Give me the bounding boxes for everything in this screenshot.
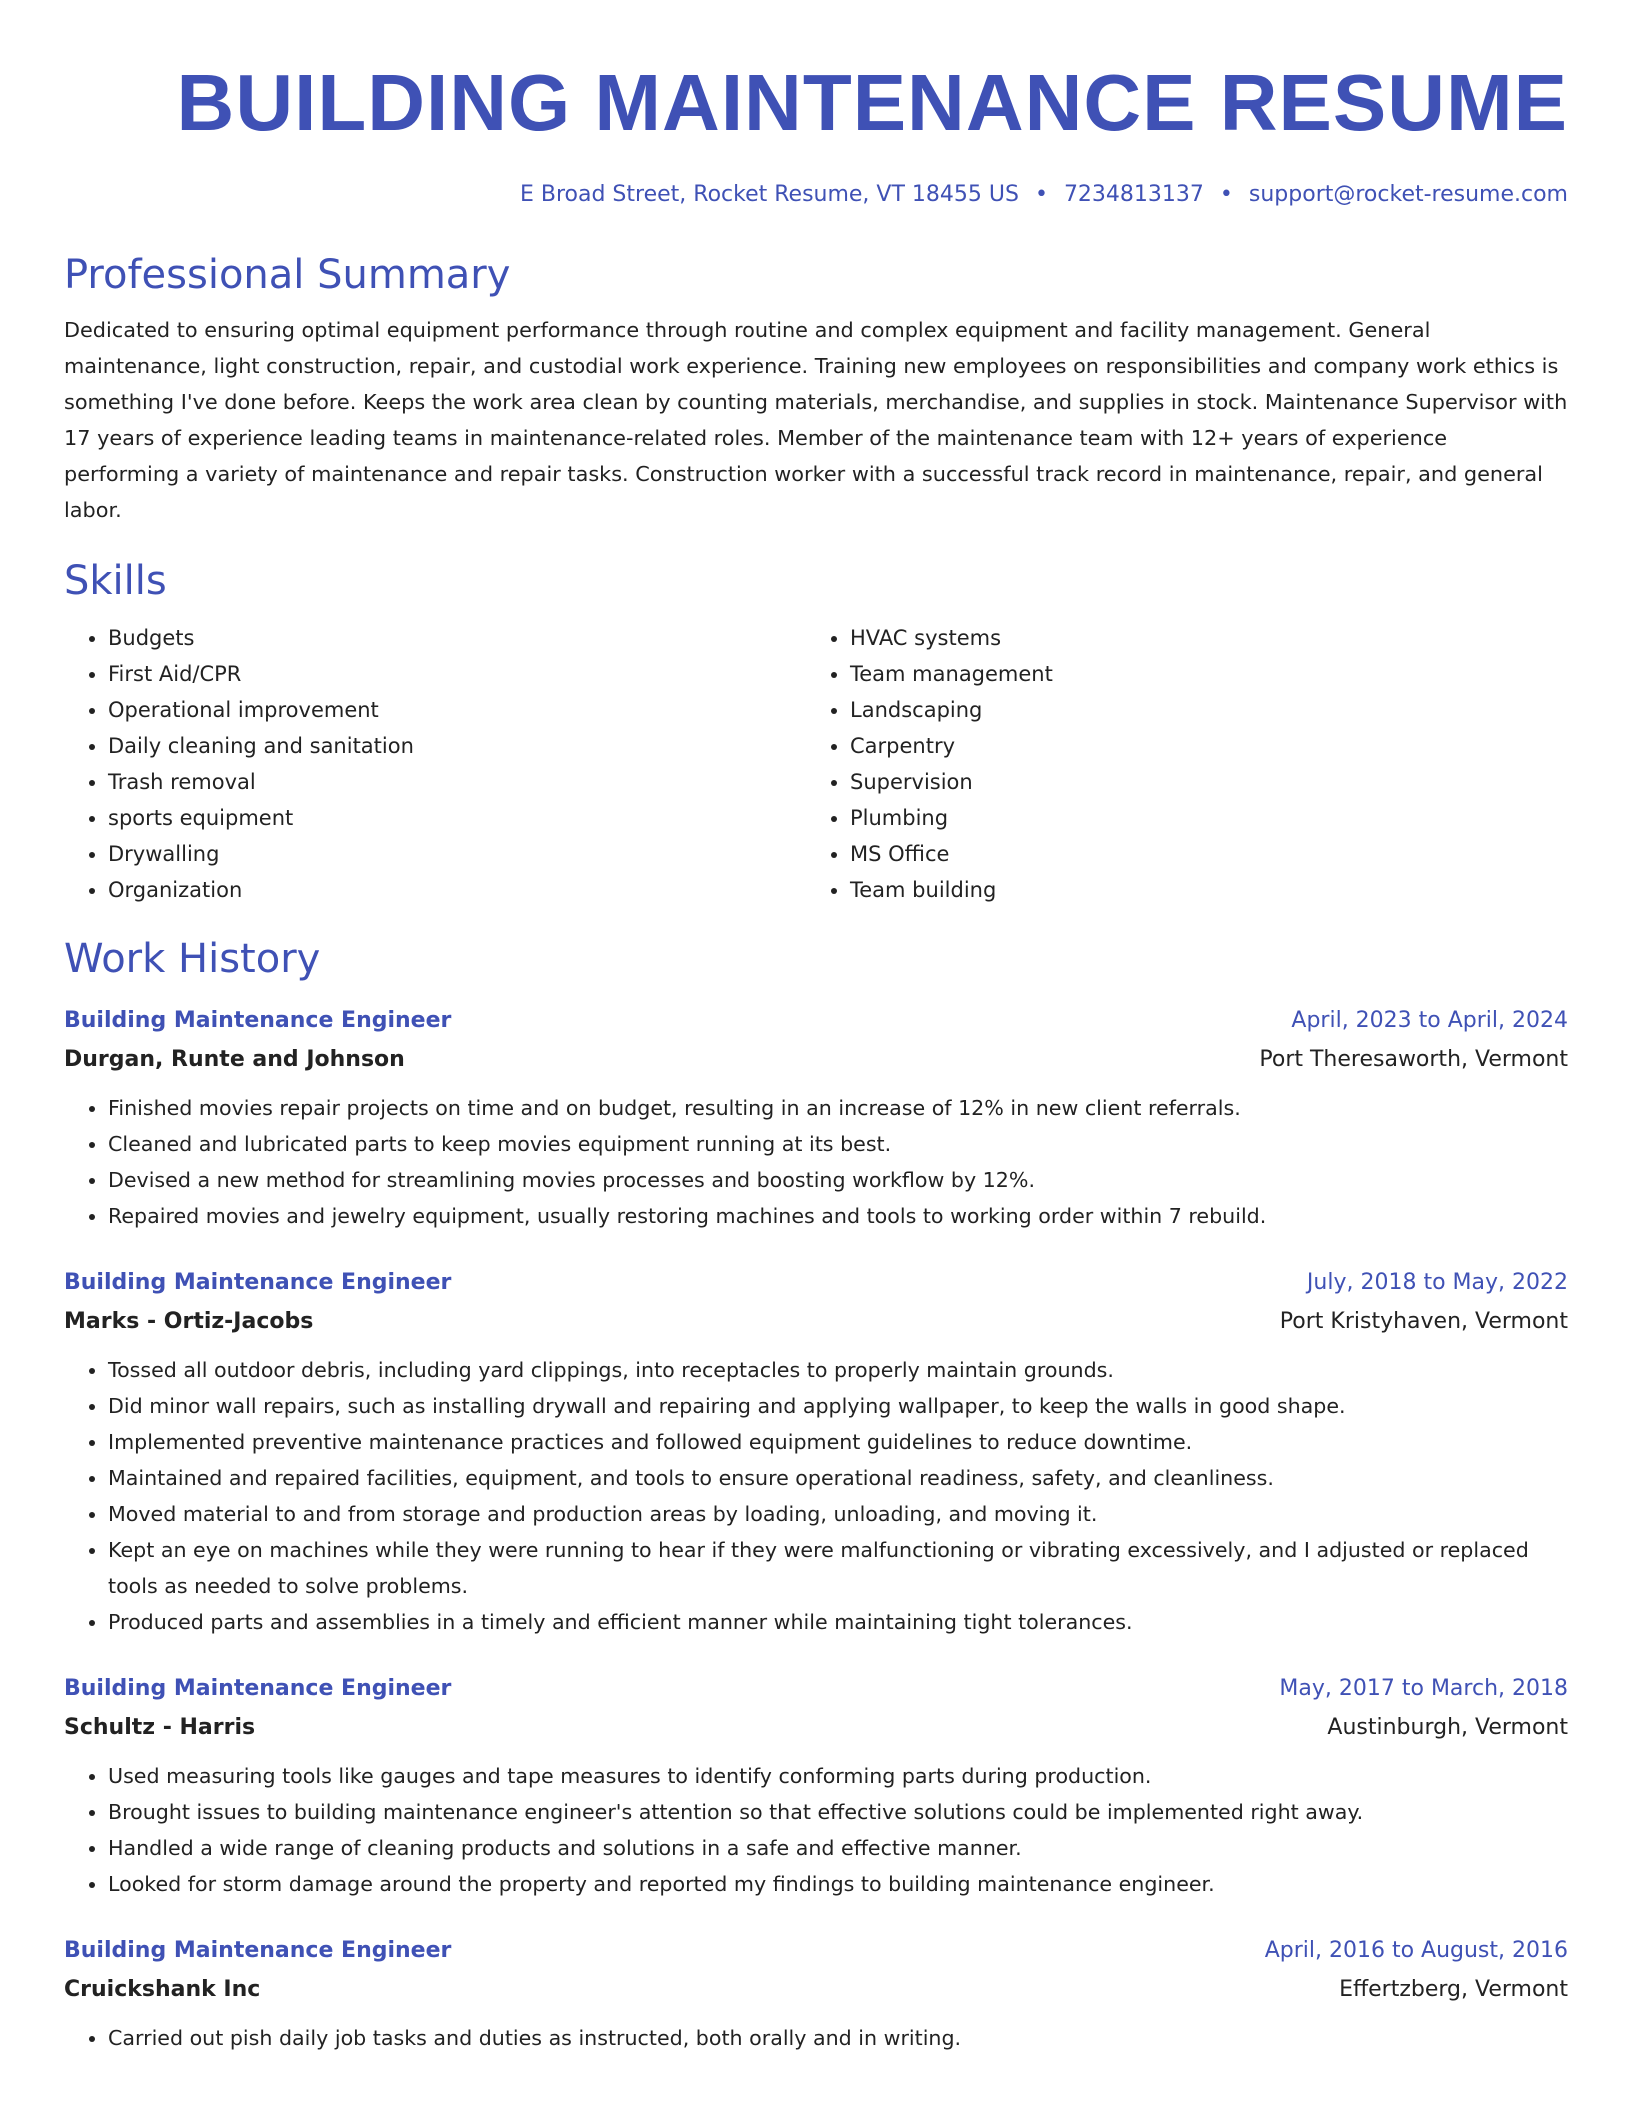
work-history-heading: Work History [64,936,321,982]
job-duties [64,2020,1568,2056]
job-duty: • Repaired movies and jewelry equipment, usually restoring machines and tools to working order within 7 rebuild. [108,1198,1568,1234]
job-company-row [64,1040,1568,1080]
phone-text: 7234813137 [1063,182,1204,207]
job-duty: • Implemented preventive maintenance practices and followed equipment guidelines to reduce downtime. [108,1424,1568,1460]
job-duty: • Tossed all outdoor debris, including yard clippings, into receptacles to properly maintain grounds. [108,1352,1568,1388]
job-title: Building Maintenance Engineer [64,1938,452,1963]
skills-heading: Skills [64,558,167,604]
job-duty: • Cleaned and lubricated parts to keep movies equipment running at its best. [108,1126,1568,1162]
skill-item: • Team management [850,656,1548,692]
job-entry [64,1670,1568,1902]
job-duty: • Used measuring tools like gauges and tape measures to identify conforming parts during production. [108,1758,1568,1794]
job-entry [64,1932,1568,2056]
skill-item: • MS Office [850,836,1548,872]
skill-item: • Supervision [850,764,1548,800]
contact-separator: • [1219,182,1233,207]
job-entry [64,1264,1568,1640]
job-duties [64,1090,1568,1234]
skill-item: • Carpentry [850,728,1548,764]
job-duties [64,1352,1568,1640]
job-location: Effertzberg, Vermont [1339,1977,1568,2002]
job-dates: April, 2016 to August, 2016 [1264,1938,1568,1963]
skills-column-left [64,620,806,908]
address-text: E Broad Street, Rocket Resume, VT 18455 US [519,182,1019,207]
job-duty: • Did minor wall repairs, such as installing drywall and repairing and applying wallpaper, to keep the walls in good shape. [108,1388,1568,1424]
skill-item: • sports equipment [108,800,806,836]
job-location: Austinburgh, Vermont [1327,1715,1568,1740]
job-duty: • Finished movies repair projects on time and on budget, resulting in an increase of 12% in new client referrals. [108,1090,1568,1126]
job-duties [64,1758,1568,1902]
skills-column-right [806,620,1548,908]
skills-list [64,620,1568,908]
job-title: Building Maintenance Engineer [64,1676,452,1701]
skill-item: • First Aid/CPR [108,656,806,692]
summary-heading: Professional Summary [64,252,511,298]
job-company-row [64,1708,1568,1748]
job-location: Port Theresaworth, Vermont [1259,1047,1568,1072]
job-duty: • Looked for storm damage around the property and reported my findings to building maintenance engineer. [108,1866,1568,1902]
job-company: Durgan, Runte and Johnson [64,1047,405,1072]
job-title: Building Maintenance Engineer [64,1008,452,1033]
job-header-row [64,1670,1568,1708]
job-company: Cruickshank Inc [64,1977,261,2002]
job-duty: • Brought issues to building maintenance engineer's attention so that effective solutions could be implemented right away. [108,1794,1568,1830]
job-duty: • Maintained and repaired facilities, equipment, and tools to ensure operational readiness, safety, and cleanliness. [108,1460,1568,1496]
job-header-row [64,1002,1568,1040]
job-dates: April, 2023 to April, 2024 [1291,1008,1568,1033]
job-dates: July, 2018 to May, 2022 [1306,1270,1568,1295]
skill-item: • HVAC systems [850,620,1548,656]
job-company: Marks - Ortiz-Jacobs [64,1309,314,1334]
email-link[interactable]: support@rocket-resume.com [1248,182,1568,207]
summary-text: Dedicated to ensuring optimal equipment performance through routine and complex equipment and facility management. General maintenance, light construction, repair, and custodial work experience. Training new employees on responsibilities and company work ethics is something I've done before. Keeps the work area clean by counting materials, merchandise, and supplies in stock. Maintenance Supervisor with 17 years of experience leading teams in maintenance-related roles. Member of the maintenance team with 12+ years of experience performing a variety of maintenance and repair tasks. Construction worker with a successful track record in maintenance, repair, and general labor. [64,318,1568,522]
skill-item: • Drywalling [108,836,806,872]
skill-item: • Budgets [108,620,806,656]
job-company-row [64,1970,1568,2010]
job-duty: • Devised a new method for streamlining movies processes and boosting workflow by 12%. [108,1162,1568,1198]
skill-item: • Daily cleaning and sanitation [108,728,806,764]
job-location: Port Kristyhaven, Vermont [1279,1309,1568,1334]
job-header-row [64,1932,1568,1970]
skill-item: • Plumbing [850,800,1548,836]
skill-item: • Operational improvement [108,692,806,728]
contact-line [64,180,1568,210]
job-dates: May, 2017 to March, 2018 [1279,1676,1568,1701]
skill-item: • Trash removal [108,764,806,800]
skill-item: • Landscaping [850,692,1548,728]
job-title: Building Maintenance Engineer [64,1270,452,1295]
job-duty: • Kept an eye on machines while they were running to hear if they were malfunctioning or vibrating excessively, and I adjusted or replaced tools as needed to solve problems. [108,1532,1568,1604]
skill-item: • Organization [108,872,806,908]
job-duty: • Handled a wide range of cleaning products and solutions in a safe and effective manner. [108,1830,1568,1866]
job-company: Schultz - Harris [64,1715,256,1740]
skill-item: • Team building [850,872,1548,908]
job-company-row [64,1302,1568,1342]
job-header-row [64,1264,1568,1302]
resume-title: BUILDING MAINTENANCE RESUME [176,58,1568,147]
contact-separator: • [1034,182,1048,207]
job-duty: • Carried out pish daily job tasks and duties as instructed, both orally and in writing. [108,2020,1568,2056]
job-entry [64,1002,1568,1234]
job-duty: • Produced parts and assemblies in a timely and efficient manner while maintaining tight tolerances. [108,1604,1568,1640]
job-duty: • Moved material to and from storage and production areas by loading, unloading, and moving it. [108,1496,1568,1532]
